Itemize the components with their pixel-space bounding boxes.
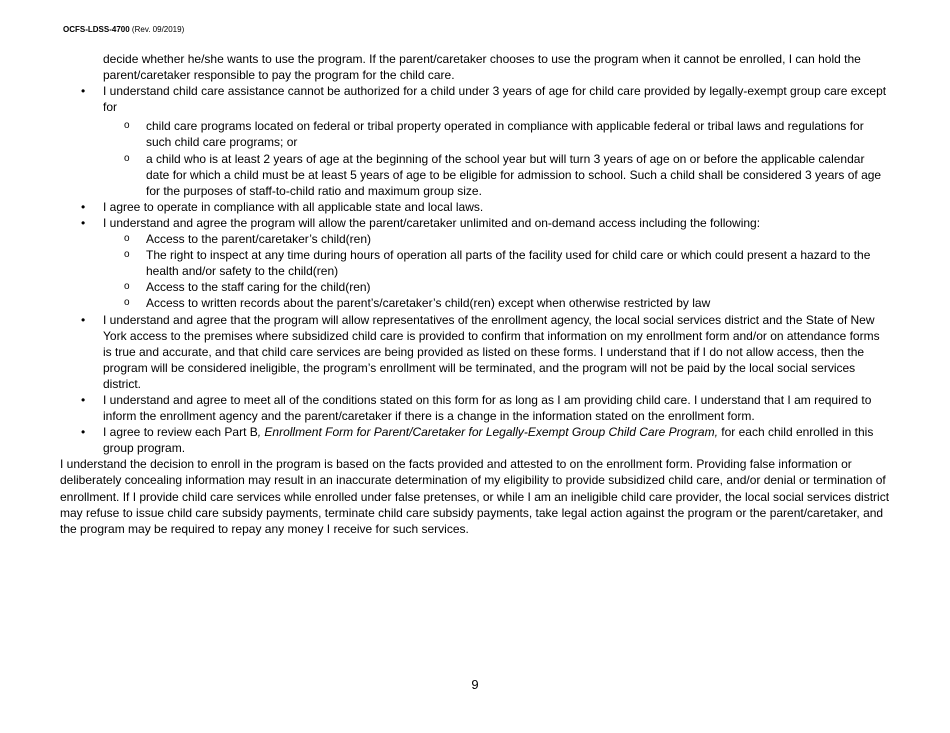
- bullet-icon: •: [81, 84, 86, 99]
- sub-bullet-icon: o: [124, 233, 130, 245]
- sub-bullet-icon: o: [124, 152, 130, 164]
- closing-paragraph: I understand the decision to enroll in the program is based on the facts provided and attested to on the enrollment form. Providing false information or deliberately concealing information may result in an inaccurate determination of my eligibility to provide subsidized child care, and/or denial or termination of enrollment. If I provide child care services while enrolled under false pretenses, or while I am an ineligible child care provider, the local social services district may refuse to issue child care subsidy payments, terminate child care subsidy payments, take legal action against the program or the parent/caretaker, and the program may be required to repay any money I receive for such services.: [60, 457, 890, 536]
- age-exceptions-list: [103, 118, 890, 198]
- bullet-icon: •: [81, 199, 86, 214]
- sub-bullet-icon: o: [124, 249, 130, 261]
- list-item-representatives: [60, 312, 890, 392]
- sub-list-item-text: Access to the staff caring for the child(ren): [146, 280, 371, 295]
- review-suffix: for each child enrolled in this group program.: [103, 425, 874, 456]
- bullet-icon: •: [81, 312, 86, 327]
- list-item-conditions: [60, 392, 890, 424]
- sub-list-item: [103, 231, 890, 247]
- sub-list-item: [103, 247, 890, 279]
- list-item-text: I agree to operate in compliance with all applicable state and local laws.: [103, 199, 484, 214]
- list-item-laws: [60, 199, 890, 215]
- list-item-age-restriction: [60, 83, 890, 199]
- conditions-list: [60, 83, 890, 456]
- bullet-icon: •: [81, 215, 86, 230]
- form-revision: (Rev. 09/2019): [131, 25, 185, 34]
- form-code: OCFS-LDSS-4700: [63, 25, 130, 34]
- form-header: [63, 25, 184, 34]
- sub-list-item: [103, 279, 890, 295]
- list-item-review: [60, 424, 890, 456]
- sub-list-item-text: child care programs located on federal or tribal property operated in compliance with applicable federal or tribal laws and regulations for such child care programs; or: [146, 119, 864, 150]
- list-item-text: I understand and agree to meet all of the conditions stated on this form for as long as I am providing child care. I understand that I am required to inform the enrollment agency and the parent/caretaker if there is a change in the information stated on the enrollment form.: [103, 392, 872, 424]
- sub-bullet-icon: o: [124, 297, 130, 309]
- bullet-icon: •: [81, 425, 86, 440]
- list-item-text: I understand and agree that the program will allow representatives of the enrollment agency, the local social services district and the State of New York access to the premises where subsidized child care is provided to confirm that information on my enrollment form and/or on attendance forms is true and accurate, and that child care services are being provided as listed on these forms. I understand that if I do not allow access, then the program will be considered ineligible, the program’s enrollment will be terminated, and the program will not be paid by the local social services district.: [103, 312, 880, 391]
- sub-list-item-text: a child who is at least 2 years of age at the beginning of the school year but will turn 3 years of age on or before the applicable calendar date for which a child must be at least 5 years of age to be eligible for admission to school. Such a child shall be considered 3 years of age for the purposes of staff-to-child ratio and maximum group size.: [146, 151, 882, 198]
- sub-bullet-icon: o: [124, 120, 130, 132]
- review-form-title: , Enrollment Form for Parent/Caretaker for Legally-Exempt Group Child Care Program,: [257, 425, 718, 440]
- access-list: [103, 231, 890, 311]
- sub-list-item-text: The right to inspect at any time during hours of operation all parts of the facility used for child care or which could present a hazard to the health and/or safety to the child(ren): [146, 248, 871, 279]
- sub-list-item: [103, 151, 890, 199]
- sub-list-item: [103, 295, 890, 311]
- page-number: 9: [471, 677, 479, 692]
- review-prefix: I agree to review each Part B: [103, 425, 258, 440]
- sub-list-item: [103, 118, 890, 150]
- continuation-paragraph: decide whether he/she wants to use the program. If the parent/caretaker chooses to use the program when it cannot be enrolled, I can hold the parent/caretaker responsible to pay the program for the child care.: [103, 52, 861, 83]
- bullet-icon: •: [81, 392, 86, 407]
- sub-list-item-text: Access to the parent/caretaker’s child(ren): [146, 232, 371, 247]
- sub-bullet-icon: o: [124, 281, 130, 293]
- list-item-text: I understand child care assistance cannot be authorized for a child under 3 years of age for child care provided by legally-exempt group care except for: [103, 84, 887, 115]
- page-content: [60, 51, 890, 537]
- list-item-access: [60, 215, 890, 312]
- sub-list-item-text: Access to written records about the parent’s/caretaker’s child(ren) except when otherwise restricted by law: [146, 296, 711, 311]
- list-item-text: I understand and agree the program will allow the parent/caretaker unlimited and on-demand access including the following:: [103, 215, 761, 230]
